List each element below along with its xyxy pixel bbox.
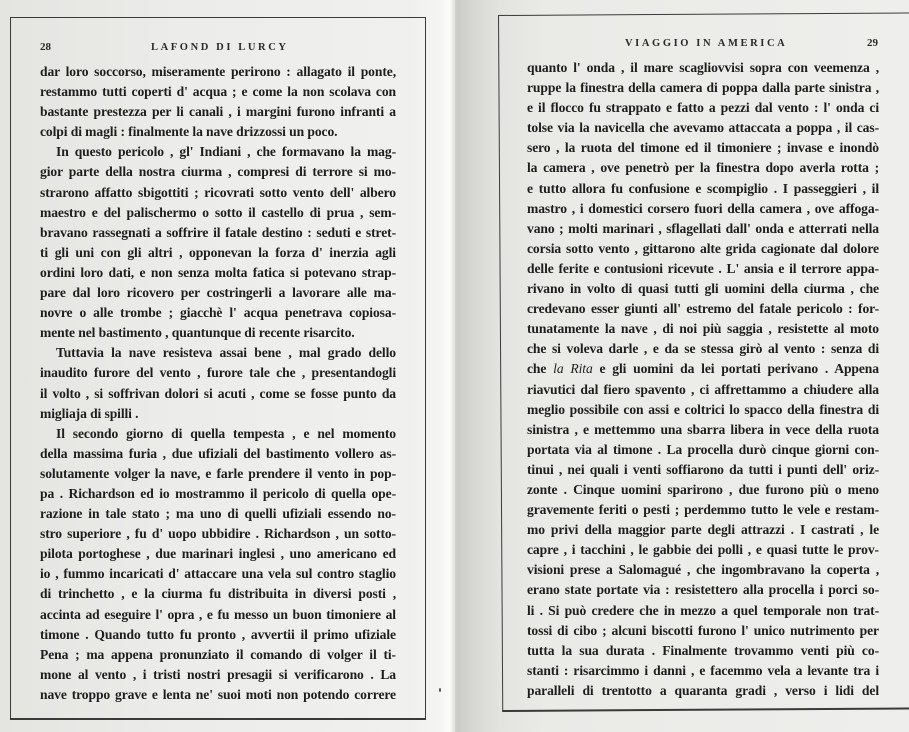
text-line: sinistra , e mettemmo una sbarra libera in vece della ruota — [527, 421, 879, 437]
right-page-body — [527, 58, 879, 701]
text-line: restammo tutti coperti d' acqua ; e come la non scolava con — [40, 84, 396, 100]
text-line: pare dal loro ricovero per costringerli a lavorare alle ma- — [40, 285, 396, 301]
text-line: il volto , si soffrivan dolori si acuti , come se fosse punto da — [40, 385, 396, 401]
text-line: solutamente volger la nave, e farle prendere il vento in pop- — [40, 465, 396, 481]
text-line: stro superiore , fu d' uopo ubbidire . Richardson , un sotto- — [40, 526, 396, 542]
left-page-body — [40, 62, 396, 705]
text-line — [527, 359, 879, 379]
text-line: timone . Quando tutto fu pronto , avvertii il primo ufiziale — [40, 626, 396, 642]
text-line: credevano esser giunti all' estremo del fatale pericolo : for- — [527, 301, 879, 317]
text-line: tossi di cibo ; alcuni biscotti furono l' unico nutrimento per — [527, 622, 879, 638]
text-line: mastro , i domestici corsero fuori della camera , ove affoga- — [527, 200, 879, 216]
text-line: ti gli uni con gli altri , opponevan la forza d' inerzia agli — [40, 244, 396, 260]
text-line: dar loro soccorso, miseramente perirono : allagato il ponte, — [40, 64, 396, 79]
text-line: visioni prese a Salomagué , che ingombravano la coperta , — [527, 562, 879, 578]
text-line: maestro e del palischermo o sotto il castello di prua , sem- — [40, 204, 396, 220]
text-line: li . Si può credere che in mezzo a quel temporale non trat- — [527, 602, 879, 618]
text-line: colpi di magli : finalmente la nave drizzossi un poco. — [40, 124, 338, 140]
text-line: riavutici dal fiero spavento , ci affrettammo a chiudere alla — [527, 381, 879, 397]
text-line: erano state portate via : resistettero alla procella i porci so- — [527, 582, 879, 598]
text-line: mo privi della maggior parte degli attrazzi . I castrati , le — [527, 522, 879, 538]
text-line: In questo pericolo , gl' Indiani , che formavano la mag- — [56, 144, 396, 160]
text-segment: che — [527, 361, 554, 377]
text-line: capre , i tacchini , le gabbie dei polli , e quasi tutte le prov- — [527, 542, 879, 558]
text-line: vano ; molti marinari , sflagellati dall' onda e atterrati nella — [527, 220, 879, 236]
text-line: ruppe la finestra della camera di poppa dalla parte sinistra , — [527, 80, 879, 96]
text-line: e tutto allora fu confusione e scompiglio . I passeggieri , il — [527, 180, 879, 196]
text-line: Tuttavia la nave resisteva assai bene , mal grado dello — [56, 345, 396, 361]
text-line: ordini loro dati, e non senza molta fatica si potevano strap- — [40, 264, 396, 280]
text-line: meglio possibile con assi e coltrici lo spacco della finestra di — [527, 401, 879, 417]
page-number: 28 — [40, 41, 51, 53]
text-line: mone al vento , i tristi nostri presagii si verificarono . La — [40, 666, 396, 682]
text-line: stanti : risarcimmo i danni , e facemmo vela a levante tra i — [527, 662, 879, 678]
italic-ship-name: la Rita — [553, 361, 593, 377]
text-line: Il secondo giorno di quella tempesta , e nel momento — [56, 425, 396, 441]
text-line: di trinchetto , e la ciurma fu distribuita in diversi posti , — [40, 586, 396, 602]
text-line: tunatamente la nave , di noi più saggia , resistette al moto — [527, 321, 879, 337]
paper-speck — [439, 688, 441, 692]
text-line: bravano rassegnati a soffrire il fatale destino : seduti e stret- — [40, 224, 396, 240]
page-number: 29 — [867, 37, 878, 49]
text-line: della massima furia , due ufiziali del bastimento vollero as- — [40, 445, 396, 461]
text-line: che si voleva darle , e da se stessa girò al vento : senza di — [527, 341, 879, 357]
text-line: la camera , ove penetrò per la finestra dopo averla rotta ; — [527, 160, 879, 176]
text-line: mente nel bastimento , quantunque di recente risarcito. — [40, 325, 355, 341]
text-line: rivano in volto di quasi tutti gli uomini della ciurma , che — [527, 281, 879, 297]
text-segment: e gli uomini da lei portati perivano . Appena — [592, 361, 879, 377]
text-line: nave troppo grave e lenta ne' suoi moti non potendo correre — [40, 686, 396, 702]
text-line: sero , la ruota del timone ed il timoniere ; invase e inondò — [527, 140, 879, 156]
text-line: strarono affatto sbigottiti ; ricovrati sotto vento dell' albero — [40, 184, 396, 200]
text-line: corsia sotto vento , gittarono alte grida cagionate dal dolore — [527, 240, 879, 256]
text-line: bastante prestezza per li canali , i margini furono infranti a — [40, 104, 396, 120]
text-line: io , fummo incaricati d' attaccare una vela sul contro staglio — [40, 566, 396, 582]
right-page-header — [528, 38, 878, 52]
text-line: inaudito furore del vento , furore tale che , presentandogli — [40, 365, 396, 381]
text-line: accinta ad eseguire l' opra , e fu messo un buon timoniere al — [40, 606, 396, 622]
book-gutter — [438, 0, 458, 732]
running-title: LAFOND DI LURCY — [151, 42, 289, 53]
text-line: migliaja di spilli . — [40, 405, 139, 421]
text-line: gravemente feriti o pesti ; perdemmo tutto le vele e restam- — [527, 502, 879, 518]
text-line: e il flocco fu strappato e fatto a pezzi dal vento : l' onda ci — [527, 100, 879, 116]
text-line: novre o alle trombe ; giacchè l' acqua penetrava copiosa- — [40, 305, 396, 321]
text-line: gior parte della nostra ciurma , compresi di terrore si mo- — [40, 164, 396, 180]
text-line: razione in tale stato ; ma uno di quelli ufiziali essendo no- — [40, 506, 396, 522]
text-line: pilota portoghese , due marinari inglesi , uno americano ed — [40, 546, 396, 562]
text-line: paralleli di trentotto a quaranta gradi , verso i lidi del — [527, 682, 879, 698]
text-line: Pena ; ma appena pronunziato il comando di volger il ti- — [40, 646, 396, 662]
text-line: pa . Richardson ed io mostrammo il pericolo di quella ope- — [40, 485, 396, 501]
text-line: delle ferite e contusioni ricevute . L' ansia e il terrore appa- — [527, 260, 879, 276]
left-page-header — [40, 42, 396, 56]
text-line: zonte . Cinque uomini sparirono , due furono più o meno — [527, 481, 879, 497]
text-line: tinui , nei quali i venti soffiarono da tutti i punti dell' oriz- — [527, 461, 879, 477]
text-line: tolse via la navicella che avevamo attaccata a poppa , il cas- — [527, 120, 879, 136]
text-line: tutta la sua durata . Finalmente trovammo venti più co- — [527, 642, 879, 658]
running-title: VIAGGIO IN AMERICA — [625, 38, 788, 49]
text-line: quanto l' onda , il mare scagliovvisi sopra con veemenza , — [527, 60, 879, 75]
text-line: portata via al timone . La procella durò cinque giorni con- — [527, 441, 879, 457]
